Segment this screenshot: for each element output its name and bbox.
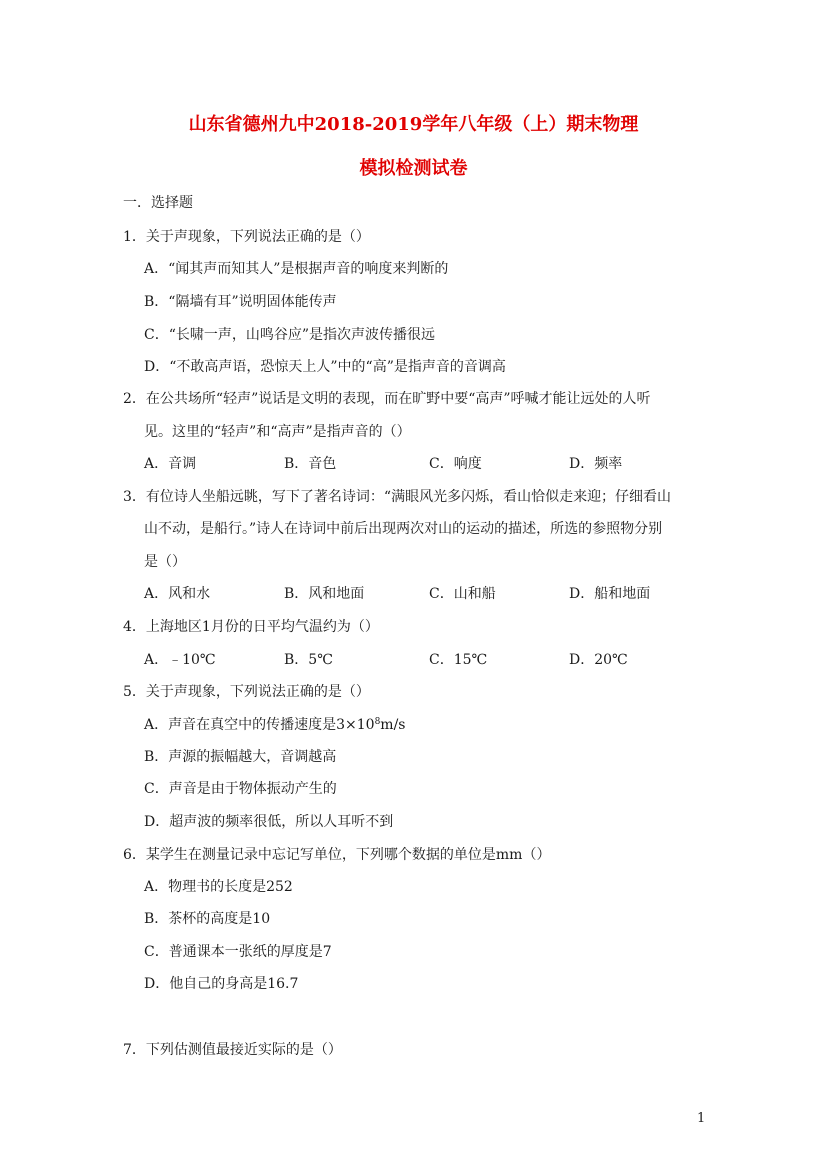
question-2-option-c: C．响度	[429, 456, 482, 472]
question-3-stem-line3: 是（）	[144, 554, 186, 570]
question-3-option-d: D．船和地面	[569, 586, 651, 602]
question-4-option-c: C．15℃	[429, 652, 488, 668]
question-6-option-c: C．普通课本一张纸的厚度是7	[144, 944, 332, 960]
question-4-option-b: B．5℃	[284, 652, 333, 668]
question-5-option-a-unit: m/s	[380, 717, 406, 733]
question-1-option-d: D．“不敢高声语，恐惊天上人”中的“高”是指声音的音调高	[144, 359, 506, 375]
page-number: 1	[697, 1111, 706, 1126]
question-6-option-d: D．他自己的身高是16.7	[144, 976, 299, 992]
question-2-option-a: A．音调	[144, 456, 197, 472]
question-2-stem-line2: 见。这里的“轻声”和“高声”是指声音的（）	[144, 424, 411, 440]
question-5-option-d: D．超声波的频率很低，所以人耳听不到	[144, 814, 394, 830]
question-7-stem: 7．下列估测值最接近实际的是（）	[123, 1042, 342, 1058]
question-6-option-a: A．物理书的长度是252	[144, 879, 293, 895]
section-heading: 一．选择题	[123, 195, 193, 211]
question-3-stem-line2: 山不动，是船行。”诗人在诗词中前后出现两次对山的运动的描述，所选的参照物分别	[144, 521, 663, 537]
question-3-option-b: B．风和地面	[284, 586, 365, 602]
question-4-option-d: D．20℃	[569, 652, 628, 668]
question-5-option-c: C．声音是由于物体振动产生的	[144, 781, 337, 797]
question-3-stem-line1: 3．有位诗人坐船远眺，写下了著名诗词：“满眼风光多闪烁，看山恰似走来迎；仔细看山	[123, 489, 672, 505]
question-5-stem: 5．关于声现象，下列说法正确的是（）	[123, 684, 370, 700]
question-5-option-a	[144, 716, 405, 734]
question-6-stem: 6．某学生在测量记录中忘记写单位，下列哪个数据的单位是mm（）	[123, 847, 551, 863]
question-2-stem-line1: 2．在公共场所“轻声”说话是文明的表现，而在旷野中要“高声”呼喊才能让远处的人听	[123, 391, 651, 407]
question-4-stem: 4．上海地区1月份的日平均气温约为（）	[123, 619, 379, 635]
question-5-option-b: B．声源的振幅越大，音调越高	[144, 749, 337, 765]
question-1-option-c: C．“长啸一声，山鸣谷应”是指次声波传播很远	[144, 327, 436, 343]
question-2-option-b: B．音色	[284, 456, 337, 472]
question-2-option-d: D．频率	[569, 456, 623, 472]
document-title-line1: 山东省德州九中2018-2019学年八年级（上）期末物理	[188, 114, 639, 135]
document-title-line2: 模拟检测试卷	[359, 158, 468, 179]
question-3-option-a: A．风和水	[144, 586, 211, 602]
question-5-option-a-text: A．声音在真空中的传播速度是3×10	[144, 717, 375, 733]
question-5-option-a-exponent: 8	[374, 717, 381, 727]
question-6-option-b: B．茶杯的高度是10	[144, 911, 271, 927]
question-4-option-a: A．﹣10℃	[144, 652, 216, 668]
question-1-option-b: B．“隔墙有耳”说明固体能传声	[144, 294, 337, 310]
question-1-option-a: A．“闻其声而知其人”是根据声音的响度来判断的	[144, 261, 449, 277]
question-3-option-c: C．山和船	[429, 586, 496, 602]
question-1-stem: 1．关于声现象，下列说法正确的是（）	[123, 229, 370, 245]
